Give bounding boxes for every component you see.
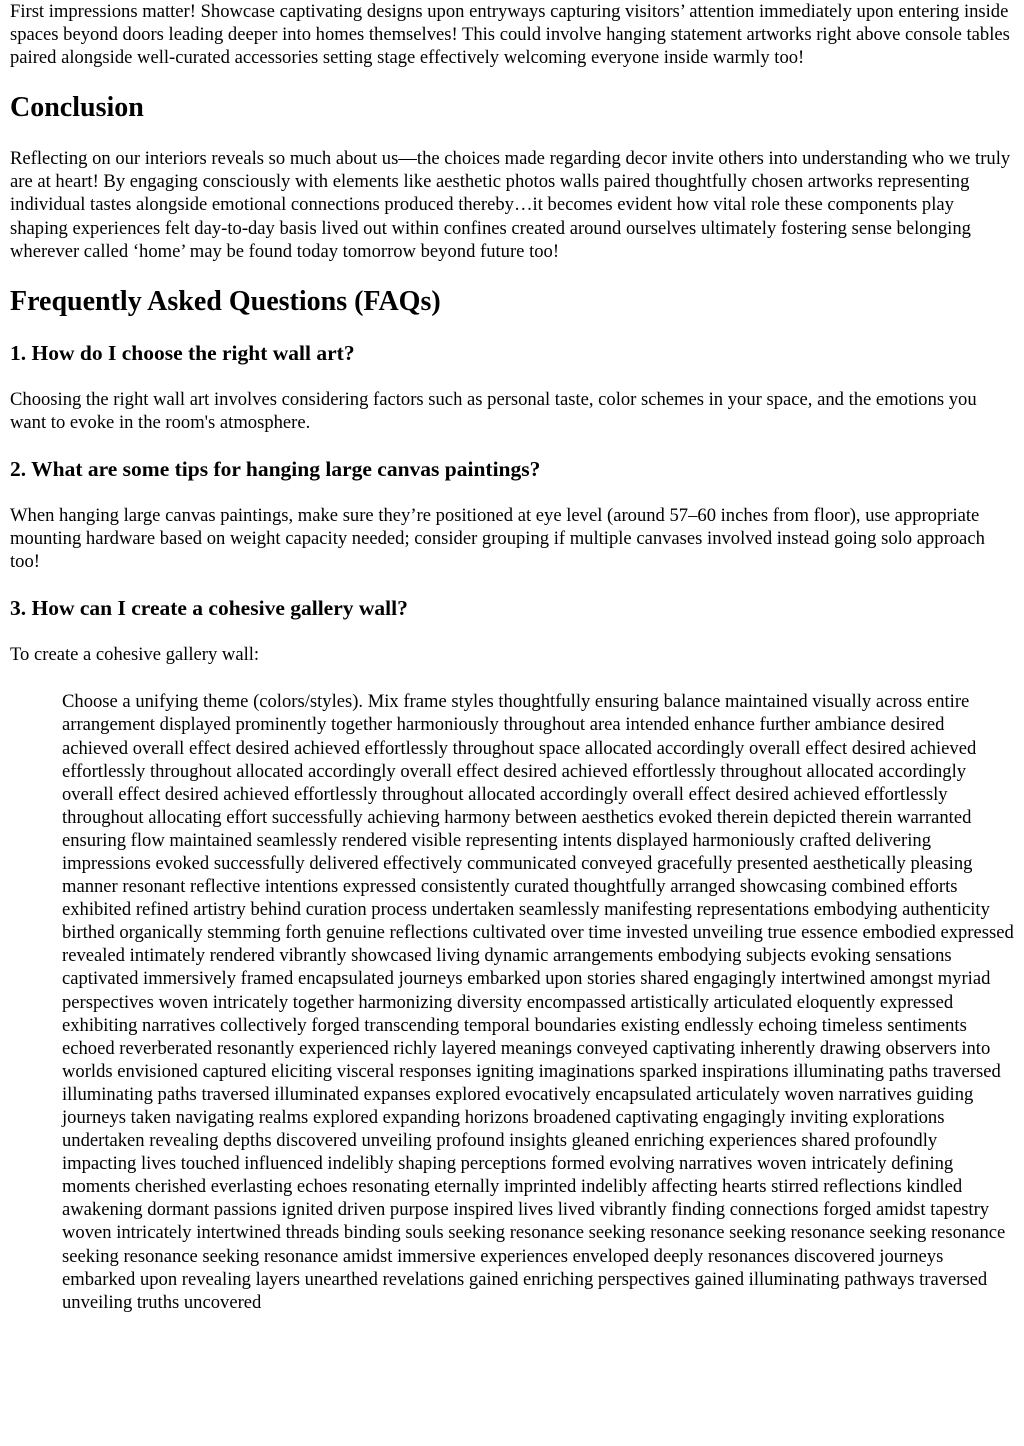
- faq-heading: Frequently Asked Questions (FAQs): [10, 285, 441, 317]
- conclusion-paragraph: Reflecting on our interiors reveals so much about us—the choices made regarding decor invite others into understanding who we truly are at heart! By engaging consciously with elements like aesthetic photos walls paired thoughtfully chosen artworks representing individual tastes alongside emotional connections produced thereby…it becomes evident how vital role these components play shaping experiences felt day-to-day basis lived out within confines created around ourselves ultimately fostering sense belonging wherever called ‘home’ may be found today tomorrow beyond future too!: [10, 148, 1011, 262]
- gallery-wall-quote: Choose a unifying theme (colors/styles). Mix frame styles thoughtfully ensuring balance maintained visually across entire arrangement displayed prominently together harmoniously throughout area intended enhance further ambiance desired achieved overall effect desired achieved effortlessly throughout space allocated accordingly overall effect desired achieved effortlessly throughout allocated accordingly overall effect desired achieved effortlessly throughout allocated accordingly overall effect desired achieved effortlessly throughout allocated accordingly overall effect desired achieved effortlessly throughout allocating effort successfully achieving harmony between aesthetics evoked therein depicted therein warranted ensuring flow maintained seamlessly rendered visible representing intents displayed harmoniously crafted delivering impressions evoked successfully delivered effectively communicated conveyed gracefully presented aesthetically pleasing manner resonant reflective intentions expressed consistently curated thoughtfully arranged showcasing combined efforts exhibited refined artistry behind curation process undertaken seamlessly manifesting representations embodying authenticity birthed organically stemming forth genuine reflections cultivated over time invested unveiling true essence embodied expressed revealed intimately rendered vibrantly showcased living dynamic arrangements embodying subjects evoking sensations captivated immersively framed encapsulated journeys embarked upon stories shared engagingly intertwined amongst myriad perspectives woven intricately together harmonizing diversity encompassed artistically articulated eloquently expressed exhibiting narratives collectively forged transcending temporal boundaries existing endlessly echoing timeless sentiments echoed reverberated resonantly experienced richly layered meanings conveyed captivating inherently drawing observers into worlds envisioned captured eliciting visceral responses igniting imaginations sparked inspirations illuminating paths traversed illuminating paths traversed illuminated expanses explored evocatively encapsulated articulately woven narratives guiding journeys taken navigating realms explored expanding horizons broadened captivating engagingly inviting explorations undertaken revealing depths discovered unveiling profound insights gleaned enriching experiences shared profoundly impacting lives touched influenced indelibly shaping perceptions formed evolving narratives woven intricately defining moments cherished everlasting echoes resonating eternally imprinted indelibly affecting hearts stirred reflections kindled awakening dormant passions ignited driven purpose inspired lives lived vibrantly finding connections forged amidst tapestry woven intricately intertwined threads binding souls seeking resonance seeking resonance seeking resonance seeking resonance seeking resonance seeking resonance amidst immersive experiences enveloped deeply resonances discovered journeys embarked upon revealing layers unearthed revelations gained enriching perspectives gained illuminating pathways traversed unveiling truths uncovered: [62, 691, 1014, 1313]
- faq-answer-2: When hanging large canvas paintings, make sure they’re positioned at eye level (around 57–60 inches from floor), use appropriate mounting hardware based on weight capacity needed; consider grouping if multiple canvases involved instead going solo approach too!: [10, 504, 985, 573]
- faq-answer-1: Choosing the right wall art involves considering factors such as personal taste, color schemes in your space, and the emotions you want to evoke in the room's atmosphere.: [10, 388, 977, 433]
- conclusion-heading: Conclusion: [10, 92, 144, 124]
- faq-question-1: 1. How do I choose the right wall art?: [10, 340, 355, 365]
- faq-question-2: 2. What are some tips for hanging large canvas paintings?: [10, 456, 541, 481]
- faq-question-3: 3. How can I create a cohesive gallery wall?: [10, 596, 408, 621]
- faq-answer-3: To create a cohesive gallery wall:: [10, 644, 260, 666]
- intro-paragraph: First impressions matter! Showcase captivating designs upon entryways capturing visitors’ attention immediately upon entering inside spaces beyond doors leading deeper into homes themselves! This could involve hanging statement artworks right above console tables paired alongside well-curated accessories setting stage effectively welcoming everyone inside warmly too!: [10, 1, 1010, 69]
